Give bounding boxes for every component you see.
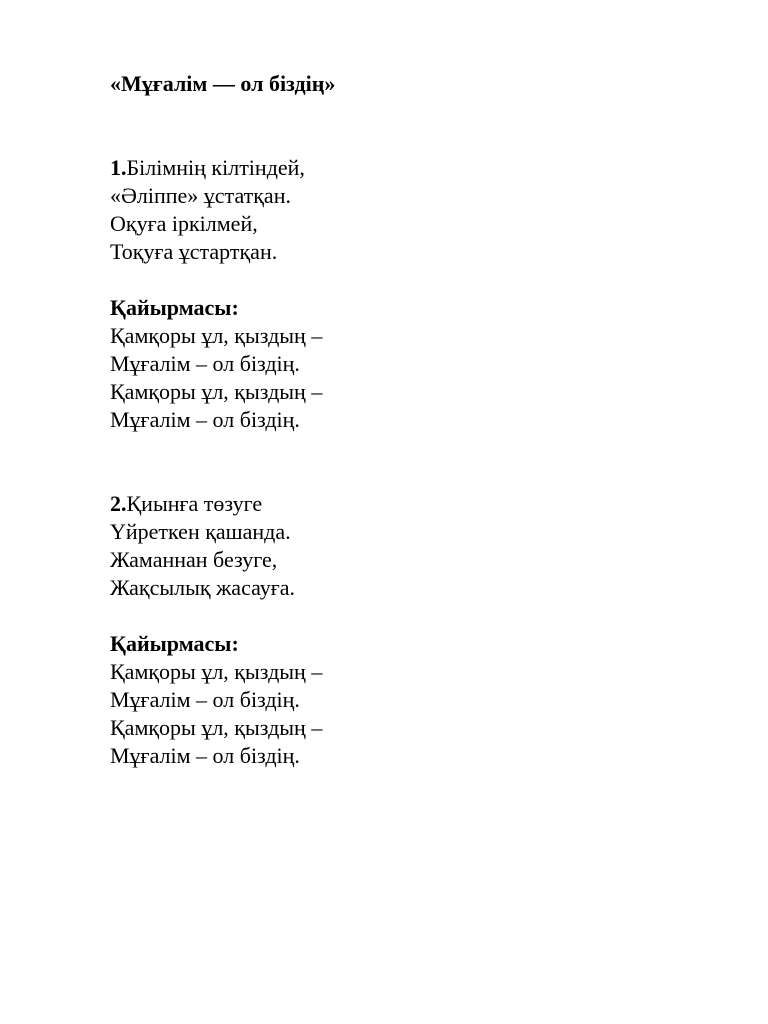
verse-line: 1.Білімнің кілтіндей,: [110, 155, 305, 180]
chorus-label: Қайырмасы:: [110, 631, 239, 656]
chorus-line: Мұғалім – ол біздің.: [110, 743, 300, 768]
spacer: [110, 98, 710, 154]
document-page: [110, 70, 710, 770]
verse-number: 2.: [110, 491, 127, 516]
chorus-line: Мұғалім – ол біздің.: [110, 351, 300, 376]
chorus-1: [110, 294, 710, 434]
spacer: [110, 266, 710, 294]
chorus-2: [110, 630, 710, 770]
spacer: [110, 434, 710, 490]
verse-line: Тоқуға ұстартқан.: [110, 239, 278, 264]
verse-line: Оқуға іркілмей,: [110, 211, 258, 236]
verse-line: Жақсылық жасауға.: [110, 575, 296, 600]
chorus-line: Мұғалім – ол біздің.: [110, 407, 300, 432]
chorus-line: Қамқоры ұл, қыздың –: [110, 715, 323, 740]
spacer: [110, 602, 710, 630]
chorus-label: Қайырмасы:: [110, 295, 239, 320]
verse-line: 2.Қиынға төзуге: [110, 491, 263, 516]
chorus-line: Қамқоры ұл, қыздың –: [110, 659, 323, 684]
verse-line: Үйреткен қашанда.: [110, 519, 291, 544]
chorus-line: Қамқоры ұл, қыздың –: [110, 379, 323, 404]
chorus-line: Қамқоры ұл, қыздың –: [110, 323, 323, 348]
verse-2: [110, 490, 710, 602]
verse-line: «Әліппе» ұстатқан.: [110, 183, 291, 208]
chorus-line: Мұғалім – ол біздің.: [110, 687, 300, 712]
verse-1: [110, 154, 710, 266]
verse-line: Жаманнан безуге,: [110, 547, 278, 572]
verse-number: 1.: [110, 155, 127, 180]
song-title: «Мұғалім — ол біздің»: [110, 71, 336, 96]
